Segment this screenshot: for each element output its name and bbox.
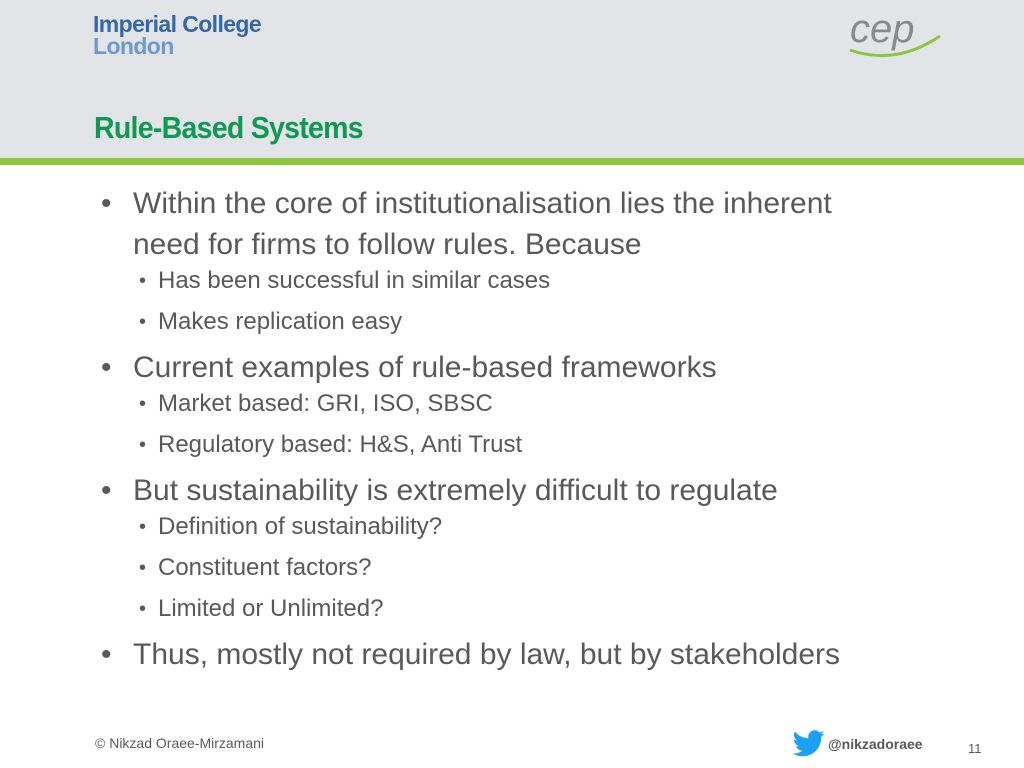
bullet-marker: • (139, 434, 147, 456)
bullet-text: Makes replication easy (158, 308, 403, 335)
page-number: 11 (968, 741, 982, 756)
copyright-text: © Nikzad Oraee-Mirzamani (95, 735, 265, 751)
twitter-bird-icon (793, 730, 825, 757)
bullet-marker: • (101, 351, 112, 384)
cep-logo-text: cep (850, 8, 915, 51)
cep-logo (846, 8, 944, 60)
bullet-marker: • (101, 187, 112, 220)
bullet-marker: • (139, 557, 147, 579)
bullet-text: But sustainability is extremely difficult to regulate (133, 474, 778, 507)
bullet-text: Thus, mostly not required by law, but by stakeholders (133, 638, 841, 671)
logo-line-1: Imperial College (93, 11, 262, 37)
bullet-text: Has been successful in similar cases (158, 267, 551, 294)
bullet-marker: • (101, 638, 112, 671)
bullet-text: Within the core of institutionalisation lies the inherent (133, 187, 832, 220)
logo-line-2: London (93, 33, 174, 59)
bullet-marker: • (139, 516, 147, 538)
bullet-marker: • (139, 598, 147, 620)
bullet-marker: • (139, 393, 147, 415)
bullet-text: Market based: GRI, ISO, SBSC (158, 390, 493, 417)
accent-divider (0, 158, 1024, 165)
bullet-text: Regulatory based: H&S, Anti Trust (158, 431, 523, 458)
bullet-text: need for firms to follow rules. Because (133, 228, 642, 261)
slide-title: Rule-Based Systems (94, 110, 363, 145)
bullet-text: Definition of sustainability? (158, 513, 443, 540)
bullet-text: Current examples of rule-based frameworks (133, 351, 717, 384)
bullet-marker: • (139, 311, 147, 333)
bullet-text: Constituent factors? (158, 554, 372, 581)
imperial-college-logo (93, 13, 261, 57)
twitter-handle: @nikzadoraee (828, 736, 923, 752)
bullet-marker: • (139, 270, 147, 292)
bullet-text: Limited or Unlimited? (158, 595, 384, 622)
bullet-marker: • (101, 474, 112, 507)
